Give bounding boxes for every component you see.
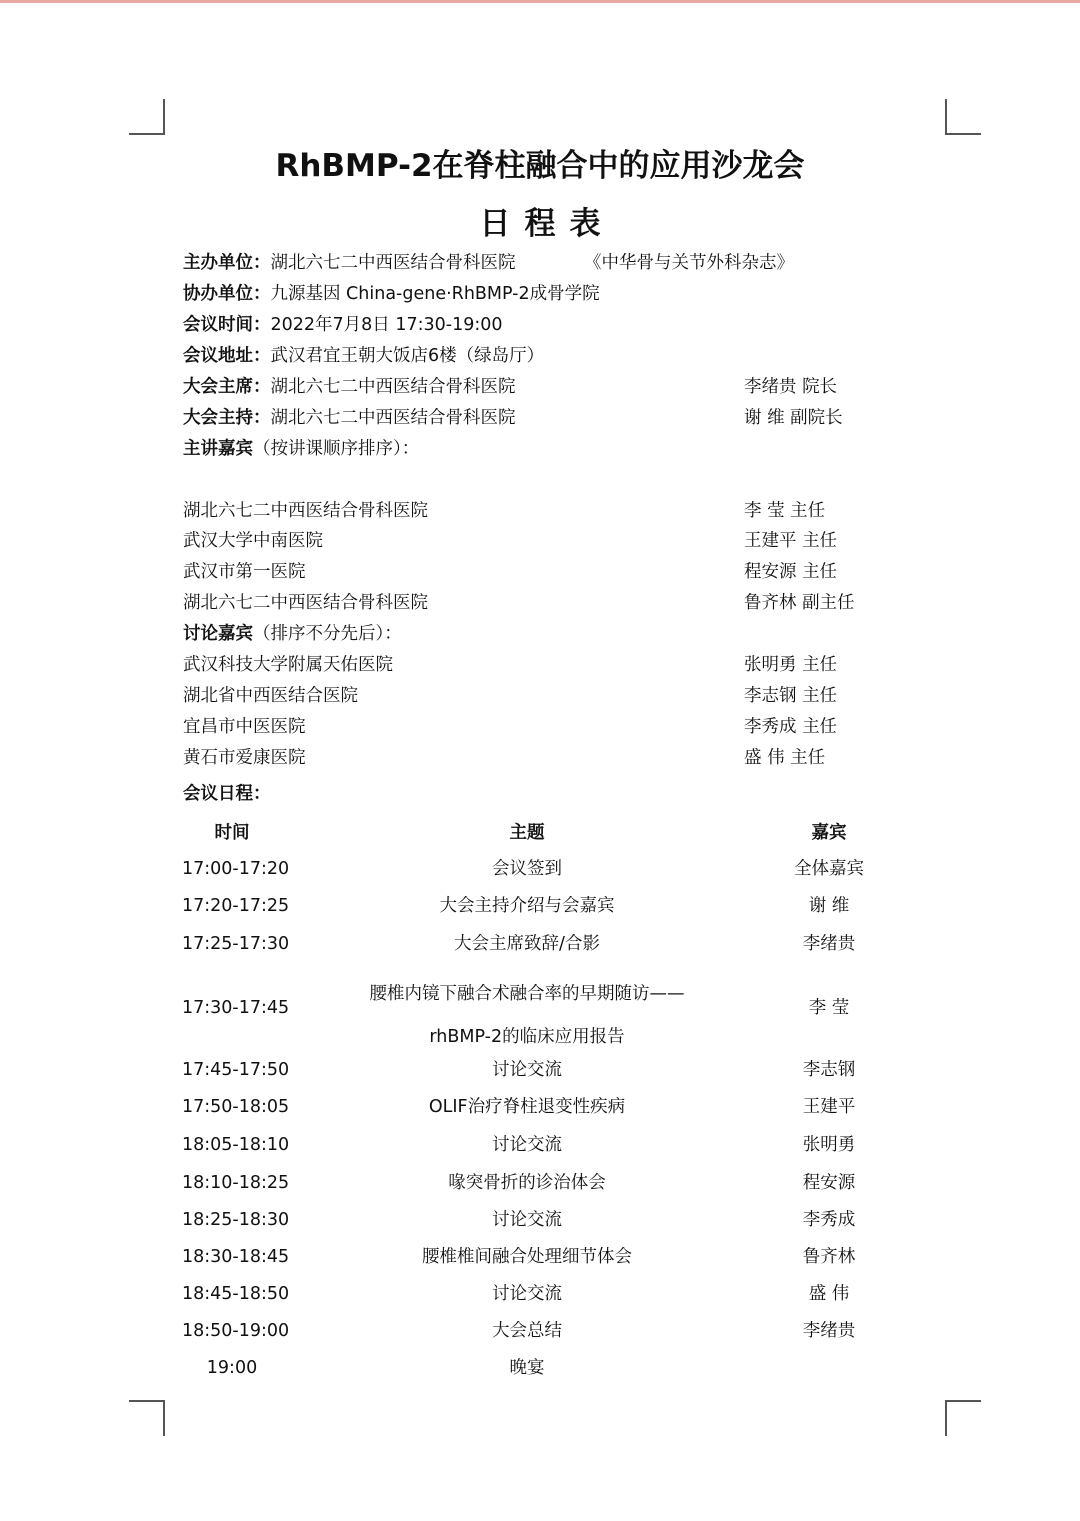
agenda-topic: 晚宴 xyxy=(509,1358,545,1378)
agenda-guest: 王建平 xyxy=(802,1097,856,1117)
agenda-guest: 李 莹 xyxy=(808,998,850,1018)
discussant-org: 宜昌市中医医院 xyxy=(183,717,306,737)
moderator-org: 湖北六七二中西医结合骨科医院 xyxy=(270,408,516,428)
speaker-org: 武汉市第一医院 xyxy=(183,562,306,582)
chair-person: 李绪贵 院长 xyxy=(744,377,838,397)
agenda-row xyxy=(0,1133,1080,1173)
place-row xyxy=(183,344,544,368)
agenda-row xyxy=(0,982,1080,1052)
agenda-time: 17:30-17:45 xyxy=(182,998,290,1018)
page-title: RhBMP-2在脊柱融合中的应用沙龙会 xyxy=(275,148,805,184)
host-value: 湖北六七二中西医结合骨科医院 xyxy=(270,253,516,273)
discussants-heading xyxy=(183,622,402,646)
cohost-value: 九源基因 China-gene·RhBMP-2成骨学院 xyxy=(270,284,600,304)
time-label: 会议时间： xyxy=(183,315,271,335)
agenda-header-topic: 主题 xyxy=(509,823,545,843)
agenda-time: 17:25-17:30 xyxy=(182,934,290,954)
agenda-row xyxy=(0,1245,1080,1285)
agenda-topic: 腰椎椎间融合处理细节体会 xyxy=(422,1247,632,1267)
agenda-topic: 腰椎内镜下融合术融合率的早期随访—— xyxy=(369,984,685,1004)
agenda-topic: OLIF治疗脊柱退变性疾病 xyxy=(428,1097,626,1117)
top-edge-line xyxy=(0,0,1080,3)
agenda-guest: 李秀成 xyxy=(802,1210,856,1230)
chair-label: 大会主席： xyxy=(183,377,271,397)
speaker-person: 王建平 主任 xyxy=(744,531,838,551)
agenda-row xyxy=(0,1319,1080,1359)
agenda-topic: 大会主席致辞/合影 xyxy=(454,934,600,954)
agenda-time: 18:45-18:50 xyxy=(182,1284,290,1304)
speaker-org: 武汉大学中南医院 xyxy=(183,531,323,551)
agenda-topic: 讨论交流 xyxy=(492,1210,562,1230)
discussants-label: 讨论嘉宾 xyxy=(183,624,253,644)
agenda-time: 18:05-18:10 xyxy=(182,1135,290,1155)
chair-org: 湖北六七二中西医结合骨科医院 xyxy=(270,377,516,397)
agenda-topic-line2: rhBMP-2的临床应用报告 xyxy=(429,1027,625,1047)
agenda-guest: 李绪贵 xyxy=(802,934,856,954)
chair-row xyxy=(183,375,516,399)
speaker-org: 湖北六七二中西医结合骨科医院 xyxy=(183,593,428,613)
discussant-person: 盛 伟 主任 xyxy=(744,748,826,768)
moderator-person: 谢 维 副院长 xyxy=(744,408,843,428)
agenda-guest: 谢 维 xyxy=(808,896,850,916)
speakers-label: 主讲嘉宾 xyxy=(183,439,253,459)
agenda-topic: 讨论交流 xyxy=(492,1135,562,1155)
agenda-time: 18:25-18:30 xyxy=(182,1210,290,1230)
agenda-topic: 讨论交流 xyxy=(492,1284,562,1304)
crop-mark-top-right xyxy=(945,99,981,135)
agenda-time: 17:00-17:20 xyxy=(182,859,290,879)
crop-mark-bottom-left xyxy=(129,1400,165,1436)
place-value: 武汉君宜王朝大饭店6楼（绿岛厅） xyxy=(270,346,545,366)
agenda-time: 18:30-18:45 xyxy=(182,1247,290,1267)
agenda-guest: 李志钢 xyxy=(802,1060,856,1080)
speakers-heading xyxy=(183,437,419,461)
speakers-note: （按讲课顺序排序）： xyxy=(253,439,420,459)
agenda-topic: 讨论交流 xyxy=(492,1060,562,1080)
discussant-person: 张明勇 主任 xyxy=(744,655,838,675)
speaker-person: 李 莹 主任 xyxy=(744,501,826,521)
agenda-label: 会议日程： xyxy=(183,784,271,804)
discussants-note: （排序不分先后）： xyxy=(253,624,402,644)
agenda-time: 17:20-17:25 xyxy=(182,896,290,916)
crop-mark-bottom-right xyxy=(945,1400,981,1436)
discussant-org: 湖北省中西医结合医院 xyxy=(183,686,358,706)
agenda-time: 18:50-19:00 xyxy=(182,1321,290,1341)
agenda-time: 18:10-18:25 xyxy=(182,1173,290,1193)
agenda-row xyxy=(0,1058,1080,1098)
place-label: 会议地址： xyxy=(183,346,271,366)
agenda-topic: 会议签到 xyxy=(492,859,562,879)
discussant-org: 武汉科技大学附属天佑医院 xyxy=(183,655,393,675)
cohost-row xyxy=(183,282,600,306)
moderator-row xyxy=(183,406,516,430)
agenda-time: 17:50-18:05 xyxy=(182,1097,290,1117)
moderator-label: 大会主持： xyxy=(183,408,271,428)
agenda-guest: 全体嘉宾 xyxy=(794,859,864,879)
agenda-row xyxy=(0,1356,1080,1396)
discussant-person: 李志钢 主任 xyxy=(744,686,838,706)
agenda-header-row xyxy=(0,821,1080,861)
speaker-org: 湖北六七二中西医结合骨科医院 xyxy=(183,501,428,521)
agenda-guest: 盛 伟 xyxy=(808,1284,850,1304)
crop-mark-top-left xyxy=(129,99,165,135)
speaker-person: 程安源 主任 xyxy=(744,562,838,582)
agenda-time: 17:45-17:50 xyxy=(182,1060,290,1080)
agenda-time: 19:00 xyxy=(206,1358,258,1378)
host-label: 主办单位： xyxy=(183,253,271,273)
agenda-row xyxy=(0,1171,1080,1211)
time-value: 2022年7月8日 17:30-19:00 xyxy=(270,315,503,335)
agenda-guest: 李绪贵 xyxy=(802,1321,856,1341)
agenda-guest: 鲁齐林 xyxy=(802,1247,856,1267)
speaker-person: 鲁齐林 副主任 xyxy=(744,593,855,613)
agenda-row xyxy=(0,894,1080,934)
agenda-row xyxy=(0,1282,1080,1322)
agenda-header-time: 时间 xyxy=(214,823,250,843)
agenda-row xyxy=(0,1208,1080,1248)
cohost-label: 协办单位： xyxy=(183,284,271,304)
discussant-org: 黄石市爱康医院 xyxy=(183,748,306,768)
time-row xyxy=(183,313,503,337)
agenda-header-guest: 嘉宾 xyxy=(811,823,847,843)
agenda-guest: 程安源 xyxy=(802,1173,856,1193)
agenda-row xyxy=(0,1095,1080,1135)
agenda-guest: 张明勇 xyxy=(802,1135,856,1155)
agenda-row xyxy=(0,857,1080,897)
agenda-topic: 喙突骨折的诊治体会 xyxy=(448,1173,606,1193)
agenda-row xyxy=(0,932,1080,972)
page-subtitle: 日程表 xyxy=(479,206,615,242)
host-journal: 《中华骨与关节外科杂志》 xyxy=(584,253,794,273)
host-row xyxy=(183,251,516,275)
agenda-topic: 大会总结 xyxy=(492,1321,562,1341)
discussant-person: 李秀成 主任 xyxy=(744,717,838,737)
agenda-topic: 大会主持介绍与会嘉宾 xyxy=(439,896,615,916)
